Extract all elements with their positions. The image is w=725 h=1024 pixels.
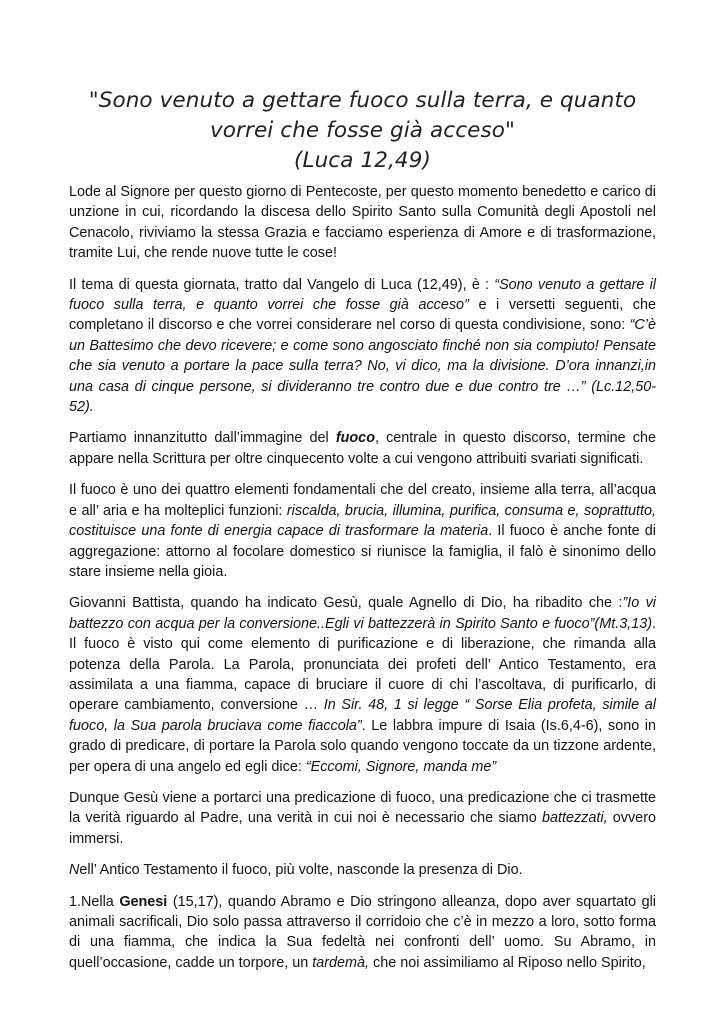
paragraph-old-testament <box>69 860 656 880</box>
elements-functions: riscalda, brucia, illumina, purifica, consuma e, soprattutto, costituisce una fonte di energia capace di trasformare la materia <box>69 502 656 540</box>
paragraph-john-baptist <box>69 593 656 777</box>
preaching-text-c: ovvero immersi. <box>69 810 656 847</box>
preaching-text-a: Dunque Gesù viene a portarci una predicazione di fuoco, una predicazione che ci trasmette la verità riguardo al Padre, una verità in cui noi è necessario che siamo <box>69 789 656 827</box>
genesis-tardema: tardemà, <box>312 954 370 971</box>
elements-text-a: Il fuoco è uno dei quattro elementi fondamentali che del creato, insieme alla terra, all’acqua e all’ aria e ha molteplici funzioni: <box>69 482 656 519</box>
document-title <box>70 86 655 176</box>
theme-quote-luke: “Sono venuto a gettare il fuoco sulla terra, e quanto vorrei che fosse già acceso” <box>69 276 656 314</box>
john-text-c: . Il fuoco è visto qui come elemento di purificazione e di liberazione, che rimanda alla potenza della Parola. La Parola, pronunciata dei profeti dell’ Antico Testamento, era assimilata a una fiamma, capace di bruciare il cuore di chi l’ascoltava, di purificarlo, di operare cambiamento, conversione … <box>69 615 656 714</box>
paragraph-preaching <box>69 788 656 849</box>
paragraph-intro <box>69 182 656 264</box>
paragraph-intro-text: Lode al Signore per questo giorno di Pentecoste, per questo momento benedetto e carico di unzione in cui, ricordando la discesa dello Spirito Santo sulla Comunità degli Apostoli nel Cenacolo, riviviamo la stessa Grazia e facciamo esperienza di Amore e di trasformazione, tramite Lui, che rende nuove tutte le cose! <box>69 184 656 262</box>
document-body <box>69 182 656 984</box>
title-line-1: "Sono venuto a gettare fuoco sulla terra, e quanto <box>88 88 637 113</box>
john-text-e: . Le labbra impure di Isaia (Is.6,4-6), sono in grado di predicare, di portare la Parola solo quando vengono toccate da un tizzone ardente, per opera di una angelo ed egli dice: <box>69 717 657 775</box>
fire-text-c: , centrale in questo discorso, termine che appare nella Scrittura per oltre cinquecento volte a cui vengono attribuiti svariati significati. <box>69 430 656 467</box>
paragraph-genesis <box>69 892 656 974</box>
title-line-2: vorrei che fosse già acceso" <box>209 118 515 143</box>
paragraph-theme <box>69 275 656 418</box>
paragraph-fire-image <box>69 428 656 469</box>
title-line-3: (Luca 12,49) <box>294 148 431 173</box>
john-text-a: Giovanni Battista, quando ha indicato Gesù, quale Agnello di Dio, ha ribadito che : <box>69 595 623 612</box>
genesis-text-a: 1.Nella <box>69 893 120 910</box>
paragraph-elements <box>69 480 656 582</box>
theme-text-c: e i versetti seguenti, che completano il discorso e che vorrei considerare nel corso di questa condivisione, sono: <box>69 297 656 334</box>
genesis-keyword: Genesi <box>119 893 168 910</box>
old-testament-text: ell’ Antico Testamento il fuoco, più volte, nasconde la presenza di Dio. <box>79 862 523 879</box>
sirach-quote: In Sir. 48, 1 si legge “ Sorse Elia profeta, simile al fuoco, la Sua parola bruciava come fiaccola” <box>69 697 657 734</box>
john-quote: ”Io vi battezzo con acqua per la conversione..Egli vi battezzerà in Spirito Santo e fuoco”(Mt.3,13) <box>69 595 657 632</box>
theme-quote-verses: “C’è un Battesimo che devo ricevere; e come sono angosciato finché non sia compiuto! Pensate che sia venuto a portare la pace sulla terra? No, vi dico, ma la divisione. D’ora innanzi,in una casa di cinque persone, si divideranno tre contro due e due contro tre …” (Lc.12,50-52). <box>69 317 656 416</box>
old-testament-initial: N <box>69 862 80 879</box>
fire-keyword: fuoco <box>335 430 375 447</box>
preaching-baptized: battezzati, <box>541 810 608 827</box>
fire-text-a: Partiamo innanzitutto dall’immagine del <box>69 430 336 447</box>
theme-text-a: Il tema di questa giornata, tratto dal Vangelo di Luca (12,49), è : <box>69 276 495 293</box>
genesis-text-e: che noi assimiliamo al Riposo nello Spirito, <box>369 954 646 971</box>
elements-text-c: . Il fuoco è anche fonte di aggregazione: attorno al focolare domestico si riunisce la famiglia, il falò è sinonimo dello stare insieme nella gioia. <box>69 523 656 580</box>
isaiah-quote: “Eccomi, Signore, manda me” <box>305 758 497 775</box>
genesis-text-c: (15,17), quando Abramo e Dio stringono alleanza, dopo aver squartato gli animali sacrificali, Dio solo passa attraverso il corridoio che c’è in mezzo a loro, sotto forma di una fiamma, che indica la Sua fedeltà nei confronti dell’ uomo. Su Abramo, in quell’occasione, cadde un torpore, un <box>69 893 656 971</box>
